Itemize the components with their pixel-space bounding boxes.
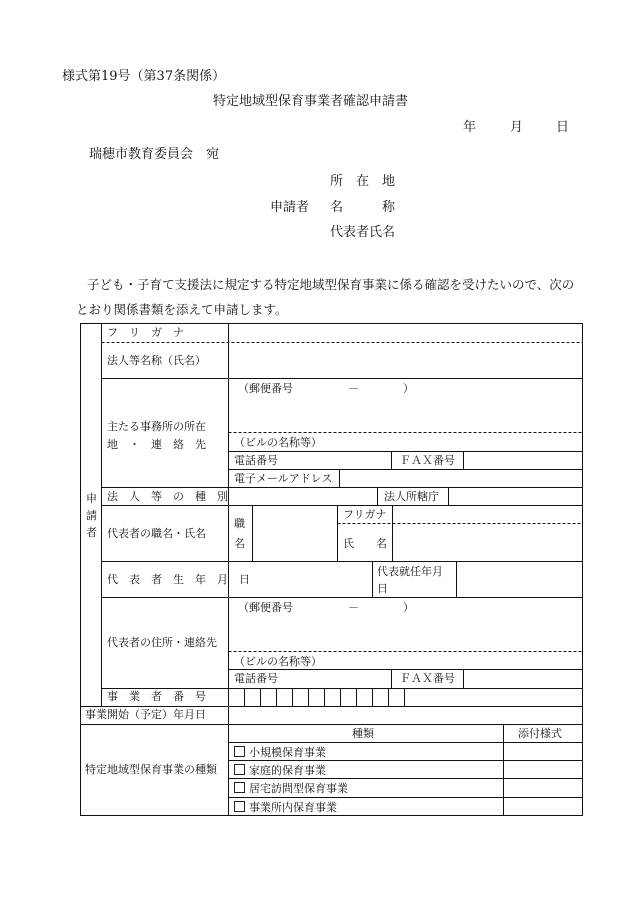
applicant-label: 申請者	[270, 200, 310, 215]
position-char-2: 名	[234, 537, 245, 550]
rep-title-name-label: 代表者の職名・氏名	[107, 527, 206, 540]
business-type-label-4: 事業所内保育事業	[249, 801, 337, 814]
date-year-label: 年	[463, 120, 477, 135]
table-outer-border	[81, 324, 583, 816]
office-label-line-2: 地 ・ 連 絡 先	[107, 438, 206, 451]
position-char-1: 職	[234, 517, 245, 530]
form-number: 様式第19号（第37条関係）	[62, 69, 226, 84]
office-email-label: 電子メールアドレス	[234, 472, 333, 485]
business-type-option-small-scale[interactable]	[234, 746, 326, 758]
body-text-line-1: 子ども・子育て支援法に規定する特定地域型保育事業に係る確認を受けたいので、次の	[87, 277, 575, 292]
rep-tenure-label-line-1: 代表就任年月	[377, 565, 443, 578]
office-phone-label: 電話番号	[234, 454, 278, 467]
rep-tenure-label-line-2: 日	[377, 582, 388, 595]
date-month-label: 月	[510, 120, 524, 135]
applicant-address-label: 所 在 地	[330, 174, 396, 189]
corp-name-label: 法人等名称（氏名）	[107, 354, 206, 367]
attachment-header: 添付様式	[518, 727, 562, 740]
business-type-label-3: 居宅訪問型保育事業	[249, 782, 348, 795]
checkbox-icon[interactable]	[234, 746, 245, 757]
rep-phone-label: 電話番号	[234, 672, 278, 685]
addressee: 瑞穂市教育委員会 宛	[89, 147, 220, 162]
business-type-option-home-visit[interactable]	[234, 782, 348, 794]
office-building-label: （ビルの名称等）	[234, 436, 322, 449]
business-type-label-2: 家庭的保育事業	[249, 764, 326, 777]
applicant-name-label: 名 称	[330, 200, 396, 215]
office-fax-label: ＦＡＸ番号	[400, 454, 455, 467]
business-type-option-home-based[interactable]	[234, 764, 326, 776]
rep-postal-label: （郵便番号 － ）	[238, 601, 414, 614]
kinds-header: 種類	[352, 727, 374, 740]
business-type-label: 特定地域型保育事業の種類	[85, 763, 217, 776]
corp-type-label: 法 人 等 の 種 別	[107, 490, 228, 503]
rep-building-label: （ビルの名称等）	[234, 655, 322, 668]
rep-name-label: 氏 名	[343, 537, 387, 550]
checkbox-icon[interactable]	[234, 801, 245, 812]
rep-furigana-label: フリガナ	[343, 508, 387, 521]
office-label-line-1: 主たる事務所の所在	[107, 420, 206, 433]
rep-address-label: 代表者の住所・連絡先	[107, 636, 217, 649]
corp-office-label: 法人所轄庁	[384, 490, 439, 503]
body-text-line-2: とおり関係書類を添えて申請します。	[76, 302, 288, 317]
furigana-label: フ リ ガ ナ	[107, 326, 184, 339]
applicant-vertical-char-1: 申	[86, 492, 97, 505]
page-title: 特定地域型保育事業者確認申請書	[213, 94, 409, 109]
office-postal-label: （郵便番号 － ）	[238, 382, 414, 395]
rep-birth-label: 代 表 者 生 年 月 日	[107, 573, 250, 586]
start-date-label: 事業開始（予定）年月日	[85, 708, 206, 721]
applicant-vertical-char-3: 者	[86, 526, 97, 539]
checkbox-icon[interactable]	[234, 764, 245, 775]
date-day-label: 日	[556, 120, 570, 135]
business-type-label-1: 小規模保育事業	[249, 746, 326, 759]
business-number-label: 事 業 者 番 号	[107, 690, 206, 703]
rep-fax-label: ＦＡＸ番号	[400, 672, 455, 685]
checkbox-icon[interactable]	[234, 782, 245, 793]
business-type-option-workplace[interactable]	[234, 801, 337, 813]
applicant-vertical-char-2: 請	[86, 509, 97, 522]
representative-name-label: 代表者氏名	[330, 225, 396, 240]
